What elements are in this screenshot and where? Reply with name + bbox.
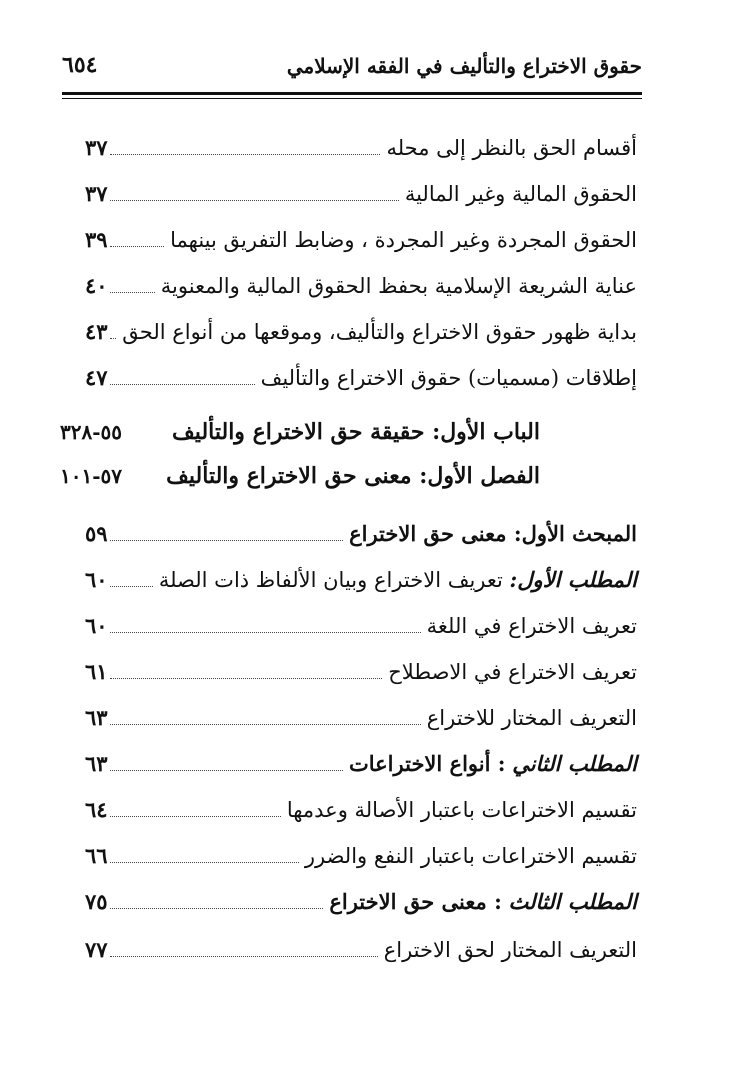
dot-leader xyxy=(110,540,344,541)
toc-entry-page: ٣٩ xyxy=(85,227,108,252)
dot-leader xyxy=(110,632,421,633)
toc-entry-label: الحقوق المجردة وغير المجردة ، وضابط التفريق بينهما xyxy=(170,228,637,252)
toc-entry-page: ٣٧ xyxy=(85,181,108,206)
toc-entry-label: المبحث الأول: معنى حق الاختراع xyxy=(349,521,637,546)
toc-entry-page: ٦٦ xyxy=(85,843,108,868)
dot-leader xyxy=(110,384,255,385)
dot-leader xyxy=(110,292,155,293)
toc-entry-page: ٧٥ xyxy=(85,889,108,914)
toc-entry-label: المطلب الثالث : معنى حق الاختراع xyxy=(329,889,637,914)
toc-entry xyxy=(85,600,637,640)
toc-entry xyxy=(85,508,637,548)
toc-entry-page: ٤٧ xyxy=(85,365,108,390)
toc-entry-page: ٦٣ xyxy=(85,751,108,776)
header-rule-thick xyxy=(62,92,642,95)
toc-entry xyxy=(85,924,637,964)
toc-entry-page: ٦٤ xyxy=(85,797,108,822)
page-number: ٦٥٤ xyxy=(62,52,98,78)
toc-entry xyxy=(85,306,637,346)
page-header xyxy=(62,50,642,90)
dot-leader xyxy=(110,908,324,909)
toc-part-page-range: ٥٥-٣٢٨ xyxy=(60,420,123,444)
toc-entry-page: ٦١ xyxy=(85,659,108,684)
toc-entry xyxy=(85,352,637,392)
toc-entry-label: تقسيم الاختراعات باعتبار النفع والضرر xyxy=(304,844,637,868)
toc-entry-label: أقسام الحق بالنظر إلى محله xyxy=(386,136,637,160)
dot-leader xyxy=(110,770,343,771)
toc-chapter-label: الفصل الأول: معنى حق الاختراع والتأليف xyxy=(166,463,540,489)
running-title: حقوق الاختراع والتأليف في الفقه الإسلامي xyxy=(286,54,642,78)
dot-leader xyxy=(110,246,165,247)
dot-leader xyxy=(110,724,421,725)
toc-entry xyxy=(85,122,637,162)
toc-entry-tag: المطلب الثالث xyxy=(508,889,637,914)
toc-entry xyxy=(85,554,637,594)
toc-chapter-heading xyxy=(60,450,540,490)
toc-entry-page: ٧٧ xyxy=(85,937,108,962)
toc-entry xyxy=(85,876,637,916)
toc-entry-page: ٦٠ xyxy=(85,613,108,638)
toc-entry xyxy=(85,214,637,254)
toc-part-label: الباب الأول: حقيقة حق الاختراع والتأليف xyxy=(172,419,540,445)
toc-entry-label: تقسيم الاختراعات باعتبار الأصالة وعدمها xyxy=(286,798,637,822)
toc-entry-label: إطلاقات (مسميات) حقوق الاختراع والتأليف xyxy=(260,366,637,390)
toc-entry xyxy=(85,646,637,686)
toc-entry-tag: المطلب الثاني xyxy=(512,751,637,776)
toc-entry-page: ٣٧ xyxy=(85,135,108,160)
toc-entry xyxy=(85,784,637,824)
dot-leader xyxy=(110,862,299,863)
toc-entry-page: ٤٠ xyxy=(85,273,108,298)
toc-entry-label: تعريف الاختراع في اللغة xyxy=(426,614,637,638)
dot-leader xyxy=(110,586,153,587)
toc-entry-page: ٤٣ xyxy=(85,319,108,344)
toc-entry-label: بداية ظهور حقوق الاختراع والتأليف، وموقعها من أنواع الحق xyxy=(122,320,637,344)
toc-entry-label: المطلب الثاني : أنواع الاختراعات xyxy=(348,751,637,776)
toc-entry-label: الحقوق المالية وغير المالية xyxy=(404,182,637,206)
toc-entry-label: المطلب الأول: تعريف الاختراع وبيان الألفاظ ذات الصلة xyxy=(158,567,637,592)
toc-entry-page: ٥٩ xyxy=(85,521,108,546)
header-rule-thin xyxy=(62,98,642,99)
toc-entry-label: التعريف المختار للاختراع xyxy=(426,706,637,730)
dot-leader xyxy=(110,200,399,201)
dot-leader xyxy=(110,956,378,957)
dot-leader xyxy=(110,678,383,679)
toc-entry xyxy=(85,260,637,300)
toc-entry-label: تعريف الاختراع في الاصطلاح xyxy=(388,660,637,684)
dot-leader xyxy=(110,154,381,155)
toc-entry xyxy=(85,692,637,732)
dot-leader xyxy=(110,338,117,339)
toc-entry-page: ٦٣ xyxy=(85,705,108,730)
toc-entry xyxy=(85,738,637,778)
toc-chapter-page-range: ٥٧-١٠١ xyxy=(60,464,123,488)
toc-entry-tag: المطلب الأول: xyxy=(509,567,637,592)
toc-entry xyxy=(85,168,637,208)
dot-leader xyxy=(110,816,281,817)
toc-entry-label: التعريف المختار لحق الاختراع xyxy=(383,938,637,962)
toc-entry-page: ٦٠ xyxy=(85,567,108,592)
toc-entry-label: عناية الشريعة الإسلامية بحفظ الحقوق المالية والمعنوية xyxy=(160,274,637,298)
toc-part-heading xyxy=(60,406,540,446)
toc-entry xyxy=(85,830,637,870)
